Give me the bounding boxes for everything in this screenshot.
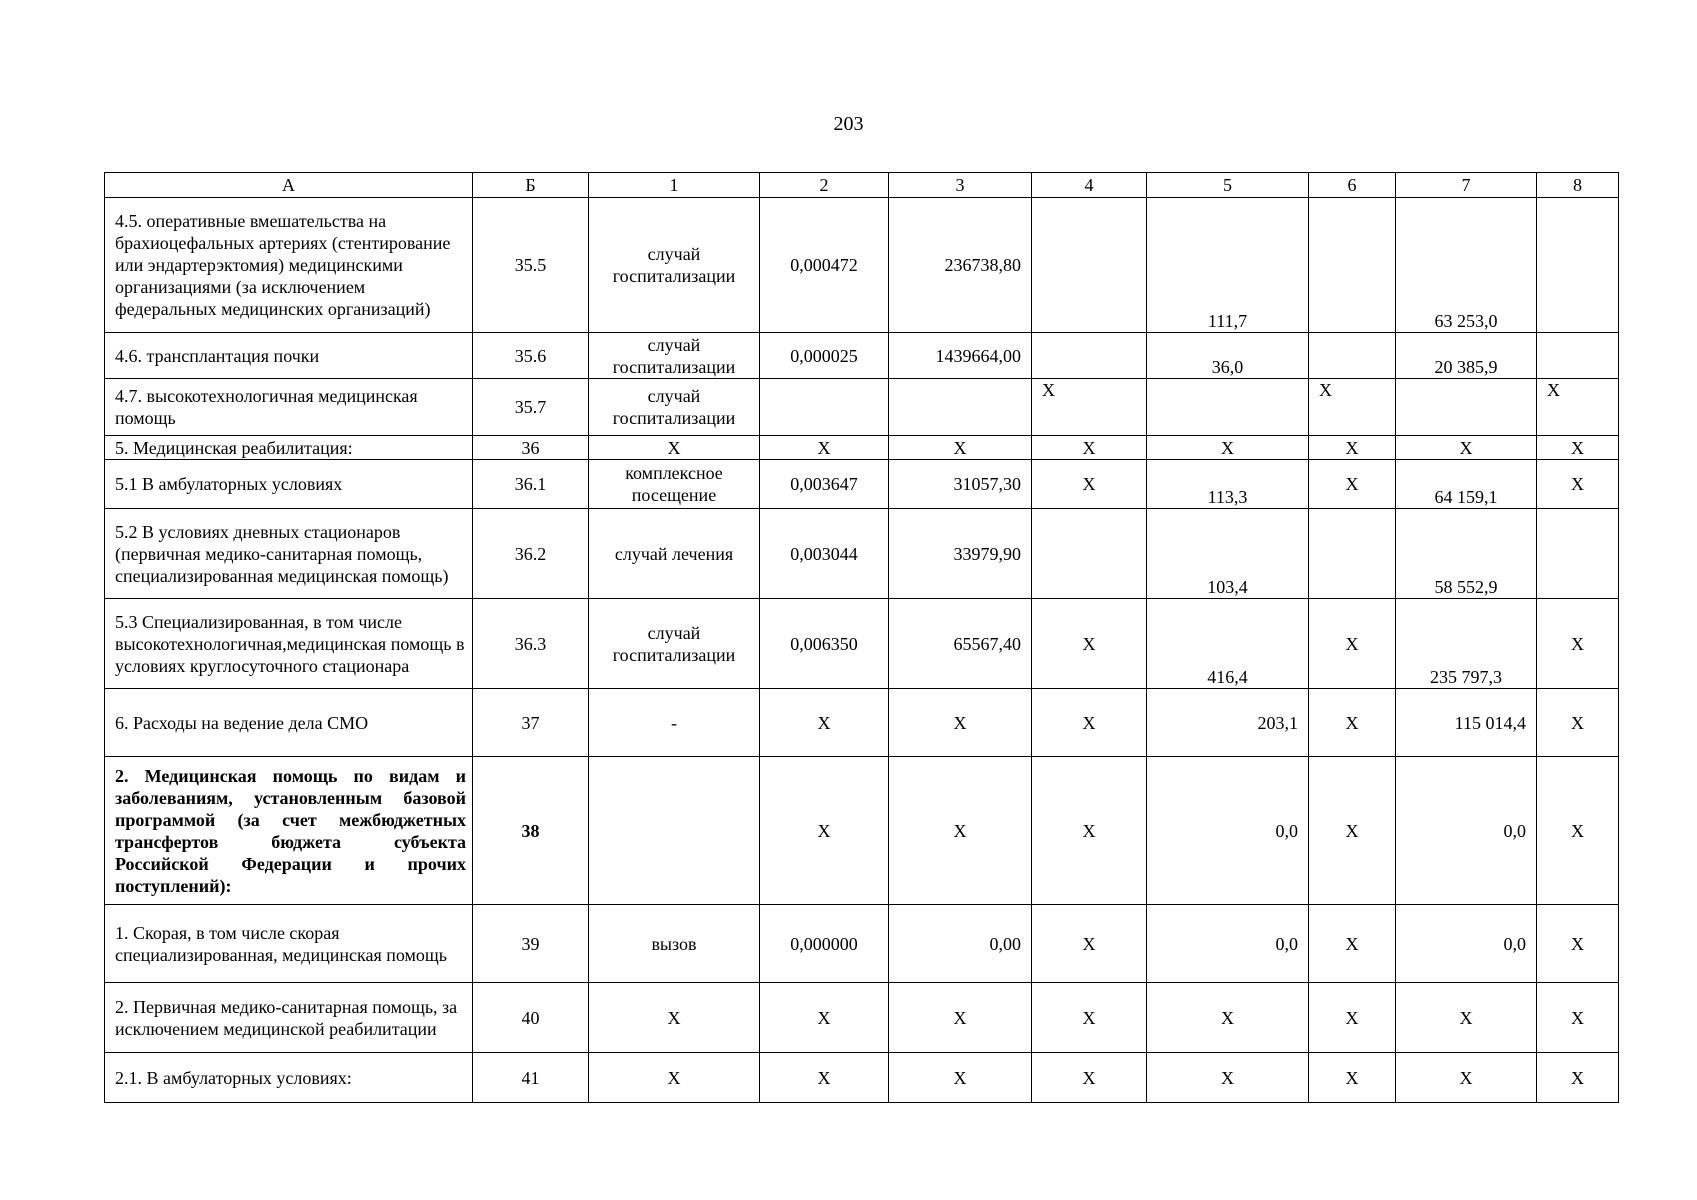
table-row [105, 757, 1619, 905]
value-cell-4: X [1032, 599, 1147, 689]
section-title: 2. Медицинская помощь по видам и заболеваниям, установленным базовой программой (за счет межбюджетных трансфертов бюджета субъекта Российской Федерации и прочих поступлений): [105, 757, 473, 905]
value-cell-5: X [1147, 1053, 1309, 1103]
table-row [105, 905, 1619, 983]
row-name: 2. Первичная медико-санитарная помощь, за исключением медицинской реабилитации [105, 983, 473, 1053]
value-cell-3: X [889, 757, 1032, 905]
header-cell: А [105, 173, 473, 198]
value-cell-4: X [1032, 757, 1147, 905]
value-cell-5: 111,7 [1147, 198, 1309, 333]
header-cell: 2 [760, 173, 889, 198]
table-header-row [105, 173, 1619, 198]
value-cell-6: X [1309, 983, 1396, 1053]
value-cell-6: X [1309, 1053, 1396, 1103]
unit-cell: - [589, 689, 760, 757]
value-cell-6 [1309, 198, 1396, 333]
unit-cell: вызов [589, 905, 760, 983]
unit-cell: X [589, 436, 760, 460]
value-cell-6: X [1309, 689, 1396, 757]
table-row [105, 333, 1619, 379]
value-cell-6: X [1309, 757, 1396, 905]
page-number: 203 [833, 113, 864, 135]
unit-cell [589, 757, 760, 905]
value-cell-7: 64 159,1 [1396, 460, 1537, 509]
row-code: 36.2 [473, 509, 589, 599]
row-code: 35.6 [473, 333, 589, 379]
value-cell-8: X [1537, 983, 1619, 1053]
value-cell-3: 65567,40 [889, 599, 1032, 689]
unit-cell: X [589, 983, 760, 1053]
row-code: 40 [473, 983, 589, 1053]
unit-cell: X [589, 1053, 760, 1103]
row-name: 6. Расходы на ведение дела СМО [105, 689, 473, 757]
value-cell-2: X [760, 689, 889, 757]
value-cell-2: X [760, 757, 889, 905]
value-cell-2: 0,000472 [760, 198, 889, 333]
row-code: 36.1 [473, 460, 589, 509]
header-cell: 5 [1147, 173, 1309, 198]
table-row [105, 379, 1619, 436]
value-cell-8: X [1537, 436, 1619, 460]
value-cell-5: 0,0 [1147, 905, 1309, 983]
value-cell-4: X [1032, 460, 1147, 509]
value-cell-7: X [1396, 983, 1537, 1053]
row-name: 4.6. трансплантация почки [105, 333, 473, 379]
value-cell-8 [1537, 333, 1619, 379]
value-cell-4: X [1032, 905, 1147, 983]
value-cell-8: X [1537, 379, 1619, 436]
row-code: 39 [473, 905, 589, 983]
value-cell-5: X [1147, 436, 1309, 460]
value-cell-2: X [760, 436, 889, 460]
value-cell-3 [889, 379, 1032, 436]
value-cell-3: X [889, 689, 1032, 757]
value-cell-5: X [1147, 983, 1309, 1053]
value-cell-4: X [1032, 1053, 1147, 1103]
table-row [105, 460, 1619, 509]
unit-cell: случай лечения [589, 509, 760, 599]
value-cell-6: X [1309, 379, 1396, 436]
value-cell-2: 0,006350 [760, 599, 889, 689]
value-cell-2: 0,000000 [760, 905, 889, 983]
value-cell-5 [1147, 379, 1309, 436]
value-cell-7: 0,0 [1396, 905, 1537, 983]
value-cell-6 [1309, 333, 1396, 379]
value-cell-2: X [760, 983, 889, 1053]
value-cell-3: 0,00 [889, 905, 1032, 983]
value-cell-7: 63 253,0 [1396, 198, 1537, 333]
value-cell-7: 58 552,9 [1396, 509, 1537, 599]
row-name: 1. Скорая, в том числе скорая специализированная, медицинская помощь [105, 905, 473, 983]
value-cell-4 [1032, 198, 1147, 333]
table-row [105, 689, 1619, 757]
unit-cell: случай госпитализации [589, 599, 760, 689]
row-name: 5.1 В амбулаторных условиях [105, 460, 473, 509]
value-cell-6: X [1309, 460, 1396, 509]
value-cell-7 [1396, 379, 1537, 436]
value-cell-7: 20 385,9 [1396, 333, 1537, 379]
data-table [104, 172, 1619, 1103]
row-name: 5.2 В условиях дневных стационаров (первичная медико-санитарная помощь, специализированная медицинская помощь) [105, 509, 473, 599]
value-cell-2: 0,003647 [760, 460, 889, 509]
row-code: 36.3 [473, 599, 589, 689]
value-cell-5: 36,0 [1147, 333, 1309, 379]
value-cell-8: X [1537, 460, 1619, 509]
value-cell-8 [1537, 198, 1619, 333]
unit-cell: случай госпитализации [589, 198, 760, 333]
unit-cell: комплексное посещение [589, 460, 760, 509]
header-cell: 8 [1537, 173, 1619, 198]
row-name: 2.1. В амбулаторных условиях: [105, 1053, 473, 1103]
header-cell: 3 [889, 173, 1032, 198]
value-cell-8: X [1537, 689, 1619, 757]
value-cell-6: X [1309, 905, 1396, 983]
header-cell: 7 [1396, 173, 1537, 198]
value-cell-4: X [1032, 983, 1147, 1053]
row-name: 4.5. оперативные вмешательства на брахиоцефальных артериях (стентирование или эндартерэктомия) медицинскими организациями (за исключением федеральных медицинских организаций) [105, 198, 473, 333]
table-row [105, 599, 1619, 689]
value-cell-5: 416,4 [1147, 599, 1309, 689]
value-cell-3: 31057,30 [889, 460, 1032, 509]
value-cell-2: 0,000025 [760, 333, 889, 379]
value-cell-7: 0,0 [1396, 757, 1537, 905]
header-cell: 4 [1032, 173, 1147, 198]
value-cell-2 [760, 379, 889, 436]
value-cell-4: X [1032, 436, 1147, 460]
value-cell-7: X [1396, 436, 1537, 460]
header-cell: 6 [1309, 173, 1396, 198]
value-cell-6: X [1309, 599, 1396, 689]
value-cell-3: 1439664,00 [889, 333, 1032, 379]
value-cell-4 [1032, 333, 1147, 379]
value-cell-3: X [889, 1053, 1032, 1103]
row-code: 37 [473, 689, 589, 757]
value-cell-8: X [1537, 1053, 1619, 1103]
row-code: 35.7 [473, 379, 589, 436]
row-code: 38 [473, 757, 589, 905]
value-cell-3: X [889, 436, 1032, 460]
value-cell-7: X [1396, 1053, 1537, 1103]
value-cell-8: X [1537, 757, 1619, 905]
value-cell-3: 236738,80 [889, 198, 1032, 333]
value-cell-4: X [1032, 689, 1147, 757]
row-name: 4.7. высокотехнологичная медицинская помощь [105, 379, 473, 436]
table-row [105, 983, 1619, 1053]
header-cell: 1 [589, 173, 760, 198]
row-code: 36 [473, 436, 589, 460]
value-cell-4 [1032, 509, 1147, 599]
value-cell-2: X [760, 1053, 889, 1103]
value-cell-3: 33979,90 [889, 509, 1032, 599]
value-cell-4: X [1032, 379, 1147, 436]
value-cell-8: X [1537, 599, 1619, 689]
row-code: 35.5 [473, 198, 589, 333]
unit-cell: случай госпитализации [589, 379, 760, 436]
value-cell-5: 103,4 [1147, 509, 1309, 599]
value-cell-6: X [1309, 436, 1396, 460]
table-row [105, 1053, 1619, 1103]
value-cell-7: 235 797,3 [1396, 599, 1537, 689]
value-cell-5: 0,0 [1147, 757, 1309, 905]
value-cell-8: X [1537, 905, 1619, 983]
value-cell-6 [1309, 509, 1396, 599]
unit-cell: случай госпитализации [589, 333, 760, 379]
header-cell: Б [473, 173, 589, 198]
table-row [105, 198, 1619, 333]
row-code: 41 [473, 1053, 589, 1103]
table-row [105, 436, 1619, 460]
value-cell-8 [1537, 509, 1619, 599]
value-cell-2: 0,003044 [760, 509, 889, 599]
value-cell-5: 113,3 [1147, 460, 1309, 509]
row-name: 5.3 Специализированная, в том числе высокотехнологичная,медицинская помощь в условиях круглосуточного стационара [105, 599, 473, 689]
value-cell-5: 203,1 [1147, 689, 1309, 757]
table-row [105, 509, 1619, 599]
value-cell-7: 115 014,4 [1396, 689, 1537, 757]
value-cell-3: X [889, 983, 1032, 1053]
row-name: 5. Медицинская реабилитация: [105, 436, 473, 460]
